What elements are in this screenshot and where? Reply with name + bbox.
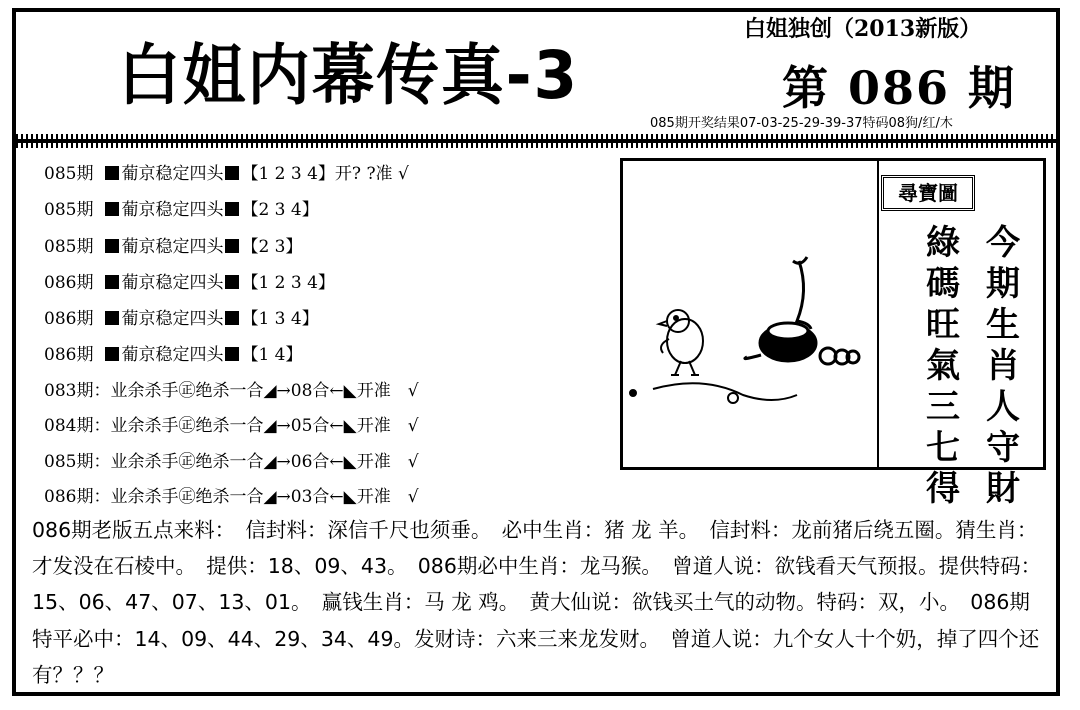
block-icon <box>105 275 119 289</box>
ground-line <box>653 383 797 400</box>
treasure-map-badge: 尋寶圖 <box>881 175 975 211</box>
prediction-label: 葡京稳定四头 <box>121 345 224 366</box>
block-icon <box>105 239 119 253</box>
block-icon <box>225 311 239 325</box>
prediction-numbers: 【1 4】 <box>241 345 303 366</box>
edition-subtitle: 白姐独创（2013新版） <box>744 16 982 42</box>
kill-item: 083期：业余杀手㊣绝杀一合◢→08合←◣开准 √ <box>44 380 419 401</box>
list-item <box>44 229 604 265</box>
pot-icon <box>745 257 859 364</box>
issue-number: 第 086 期 <box>782 61 1017 115</box>
list-item <box>44 301 604 337</box>
prediction-label: 葡京稳定四头 <box>121 309 224 330</box>
vertical-text-right: 今期生肖人守財 <box>986 223 1020 509</box>
kill-item: 084期：业余杀手㊣绝杀一合◢→05合←◣开准 √ <box>44 416 419 437</box>
prediction-list <box>44 156 604 516</box>
prediction-numbers: 【2 3】 <box>241 236 303 257</box>
kill-item: 085期：业余杀手㊣绝杀一合◢→06合←◣开准 √ <box>44 451 419 472</box>
period-label: 085期 <box>44 236 94 257</box>
block-icon <box>225 202 239 216</box>
prediction-label: 葡京稳定四头 <box>121 236 224 257</box>
block-icon <box>225 239 239 253</box>
list-item <box>44 156 604 192</box>
divider <box>16 134 1056 148</box>
block-icon <box>105 311 119 325</box>
block-icon <box>105 347 119 361</box>
page-title: 白姐内幕传真-3 <box>118 37 580 114</box>
prediction-numbers: 【1 2 3 4】开? ?准 √ <box>241 164 409 184</box>
period-label: 086期 <box>44 345 94 366</box>
block-icon <box>225 347 239 361</box>
period-label: 086期 <box>44 272 94 293</box>
info-paragraph: 086期老版五点来料： 信封料：深信千尺也须垂。 必中生肖：猪 龙 羊。 信封料：龙前猪后绕五圈。猜生肖：才发没在石棱中。 提供：18、09、43。 086期必中生肖：龙马猴。 曾道人说：欲钱看天气预报。提供特码：15、06、47、07、13、01。 赢钱生肖：马 龙 鸡。 黄大仙说：欲钱买土气的动物。特码：双，小。 086期特平必中：14、09、44、29、34、49。发财诗：六来三来龙发财。 曾道人说：九个女人十个奶，掉了四个还有？？？ <box>32 518 1042 687</box>
prediction-numbers: 【1 2 3 4】 <box>241 272 335 293</box>
list-item <box>44 337 604 373</box>
prediction-label: 葡京稳定四头 <box>121 164 224 184</box>
block-icon <box>225 166 239 180</box>
block-icon <box>105 202 119 216</box>
period-label: 085期 <box>44 200 94 221</box>
vertical-text-left: 綠碼旺氣三七得 <box>926 223 960 509</box>
prediction-numbers: 【2 3 4】 <box>241 200 319 221</box>
chick-icon <box>659 310 703 375</box>
treasure-map-panel <box>620 158 1046 509</box>
block-icon <box>105 166 119 180</box>
prediction-label: 葡京稳定四头 <box>121 272 224 293</box>
prediction-numbers: 【1 3 4】 <box>241 309 319 330</box>
panel-divider <box>877 161 879 467</box>
block-icon <box>225 275 239 289</box>
previous-result: 085期开奖结果07-03-25-29-39-37特码08狗/红/木 <box>650 116 953 131</box>
period-label: 085期 <box>44 164 94 184</box>
kill-item: 086期：业余杀手㊣绝杀一合◢→03合←◣开准 √ <box>44 487 419 508</box>
period-label: 086期 <box>44 309 94 330</box>
treasure-map-illustration <box>623 161 873 467</box>
list-item <box>44 265 604 301</box>
prediction-label: 葡京稳定四头 <box>121 200 224 221</box>
list-item <box>44 192 604 228</box>
